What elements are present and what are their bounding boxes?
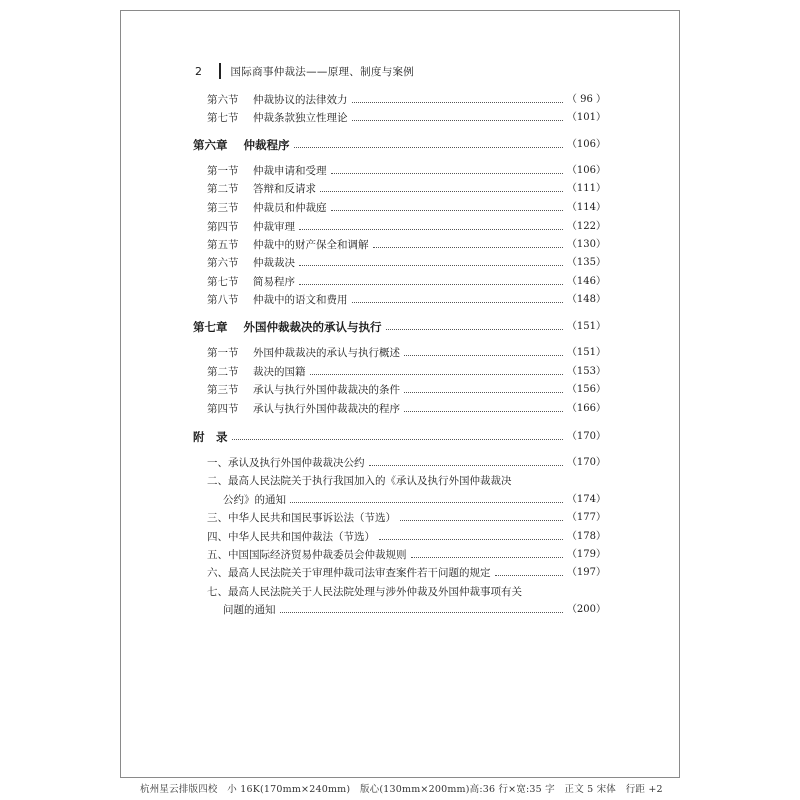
section-number: 第四节 — [207, 221, 239, 233]
toc-section-row — [193, 180, 606, 196]
section-number: 第一节 — [207, 347, 239, 359]
leader-dots — [280, 612, 563, 613]
leader-dots — [352, 302, 563, 303]
toc-appendix-item — [193, 546, 606, 562]
appendix-item-title: 公约》的通知 — [223, 494, 286, 506]
toc-chapter-row — [193, 136, 606, 152]
toc-section-row — [193, 91, 606, 107]
leader-dots — [404, 355, 563, 356]
toc-appendix-item — [193, 454, 606, 470]
chapter-number: 第七章 — [193, 320, 228, 334]
page-ref: （106） — [566, 165, 606, 176]
page-number: 2 — [195, 64, 202, 78]
toc-appendix-item-continuation — [193, 601, 606, 617]
appendix-item-title: 一、承认及执行外国仲裁裁决公约 — [207, 457, 365, 469]
page-ref: （178） — [566, 531, 606, 542]
leader-dots — [310, 374, 563, 375]
chapter-number: 第六章 — [193, 138, 228, 152]
chapter-title: 外国仲裁裁决的承认与执行 — [243, 320, 382, 334]
appendix-item-title: 七、最高人民法院关于人民法院处理与涉外仲裁及外国仲裁事项有关 — [207, 586, 522, 598]
toc-appendix-item-continuation — [193, 491, 606, 507]
toc-appendix-item — [193, 472, 606, 488]
section-title: 外国仲裁裁决的承认与执行概述 — [253, 347, 400, 359]
section-title: 仲裁条款独立性理论 — [253, 112, 348, 124]
page-ref: （106） — [566, 139, 606, 150]
leader-dots — [232, 439, 563, 440]
appendix-item-title: 三、中华人民共和国民事诉讼法（节选） — [207, 512, 396, 524]
section-title: 仲裁员和仲裁庭 — [253, 202, 327, 214]
page-ref: （148） — [566, 294, 606, 305]
appendix-item-title: 四、中华人民共和国仲裁法（节选） — [207, 531, 375, 543]
section-title: 仲裁审理 — [253, 221, 295, 233]
running-header — [195, 62, 414, 80]
leader-dots — [331, 210, 563, 211]
appendix-title: 附 录 — [193, 430, 228, 444]
toc-section-row — [193, 291, 606, 307]
leader-dots — [369, 465, 563, 466]
leader-dots — [379, 539, 563, 540]
section-title: 裁决的国籍 — [253, 366, 306, 378]
leader-dots — [411, 557, 563, 558]
section-number: 第四节 — [207, 403, 239, 415]
toc-section-row — [193, 199, 606, 215]
section-title: 承认与执行外国仲裁裁决的程序 — [253, 403, 400, 415]
toc-appendix-item — [193, 509, 606, 525]
page-ref: （146） — [566, 276, 606, 287]
toc-section-row — [193, 273, 606, 289]
leader-dots — [299, 265, 563, 266]
toc-section-row — [193, 400, 606, 416]
leader-dots — [352, 120, 563, 121]
page-ref: （177） — [566, 512, 606, 523]
section-number: 第六节 — [207, 94, 239, 106]
toc-appendix-item — [193, 564, 606, 580]
leader-dots — [352, 102, 563, 103]
section-title: 仲裁协议的法律效力 — [253, 94, 348, 106]
toc-section-row — [193, 254, 606, 270]
chapter-title: 仲裁程序 — [243, 138, 290, 152]
page-ref: （101） — [566, 112, 606, 123]
section-title: 简易程序 — [253, 276, 295, 288]
leader-dots — [404, 411, 563, 412]
leader-dots — [294, 147, 563, 148]
appendix-item-title: 问题的通知 — [223, 604, 276, 616]
section-title: 仲裁中的财产保全和调解 — [253, 239, 369, 251]
page-ref: （151） — [566, 321, 606, 332]
page-ref: （156） — [566, 384, 606, 395]
leader-dots — [386, 329, 563, 330]
section-number: 第五节 — [207, 239, 239, 251]
page-ref: （ 96 ） — [566, 94, 606, 105]
page-ref: （151） — [566, 347, 606, 358]
toc-section-row — [193, 363, 606, 379]
leader-dots — [290, 502, 563, 503]
toc-appendix-row — [193, 428, 606, 444]
section-title: 答辩和反请求 — [253, 183, 316, 195]
section-number: 第八节 — [207, 294, 239, 306]
appendix-item-title: 二、最高人民法院关于执行我国加入的《承认及执行外国仲裁裁决 — [207, 475, 512, 487]
toc-appendix-item — [193, 528, 606, 544]
print-spec-footer: 杭州星云排版四校 小 16K(170mm×240mm) 版心(130mm×200mm)高:36 行×宽:35 字 正文 5 宋体 行距 +2 — [140, 784, 663, 795]
section-title: 仲裁中的语文和费用 — [253, 294, 348, 306]
section-title: 仲裁申请和受理 — [253, 165, 327, 177]
page-ref: （130） — [566, 239, 606, 250]
toc-section-row — [193, 109, 606, 125]
toc-section-row — [193, 218, 606, 234]
toc-chapter-row — [193, 318, 606, 334]
leader-dots — [373, 247, 563, 248]
leader-dots — [400, 520, 563, 521]
toc-appendix-item — [193, 583, 606, 599]
section-number: 第二节 — [207, 366, 239, 378]
section-number: 第三节 — [207, 384, 239, 396]
leader-dots — [320, 191, 563, 192]
toc-section-row — [193, 162, 606, 178]
section-number: 第二节 — [207, 183, 239, 195]
page-ref: （135） — [566, 257, 606, 268]
header-divider — [219, 63, 221, 79]
page-ref: （122） — [566, 221, 606, 232]
toc-section-row — [193, 344, 606, 360]
section-number: 第三节 — [207, 202, 239, 214]
book-title: 国际商事仲裁法——原理、制度与案例 — [230, 65, 415, 78]
appendix-item-title: 六、最高人民法院关于审理仲裁司法审查案件若干问题的规定 — [207, 567, 491, 579]
page-ref: （179） — [566, 549, 606, 560]
section-number: 第七节 — [207, 112, 239, 124]
page-ref: （170） — [566, 431, 606, 442]
toc-section-row — [193, 381, 606, 397]
leader-dots — [404, 392, 563, 393]
section-title: 仲裁裁决 — [253, 257, 295, 269]
section-number: 第七节 — [207, 276, 239, 288]
section-number: 第一节 — [207, 165, 239, 177]
appendix-item-title: 五、中国国际经济贸易仲裁委员会仲裁规则 — [207, 549, 407, 561]
leader-dots — [331, 173, 563, 174]
page-ref: （197） — [566, 567, 606, 578]
section-number: 第六节 — [207, 257, 239, 269]
toc-section-row — [193, 236, 606, 252]
page-ref: （111） — [566, 183, 606, 194]
page-ref: （174） — [566, 494, 606, 505]
page-ref: （166） — [566, 403, 606, 414]
page-ref: （200） — [566, 604, 606, 615]
leader-dots — [299, 229, 563, 230]
page-ref: （153） — [566, 366, 606, 377]
leader-dots — [495, 575, 563, 576]
section-title: 承认与执行外国仲裁裁决的条件 — [253, 384, 400, 396]
page-ref: （114） — [566, 202, 606, 213]
leader-dots — [299, 284, 563, 285]
page-ref: （170） — [566, 457, 606, 468]
